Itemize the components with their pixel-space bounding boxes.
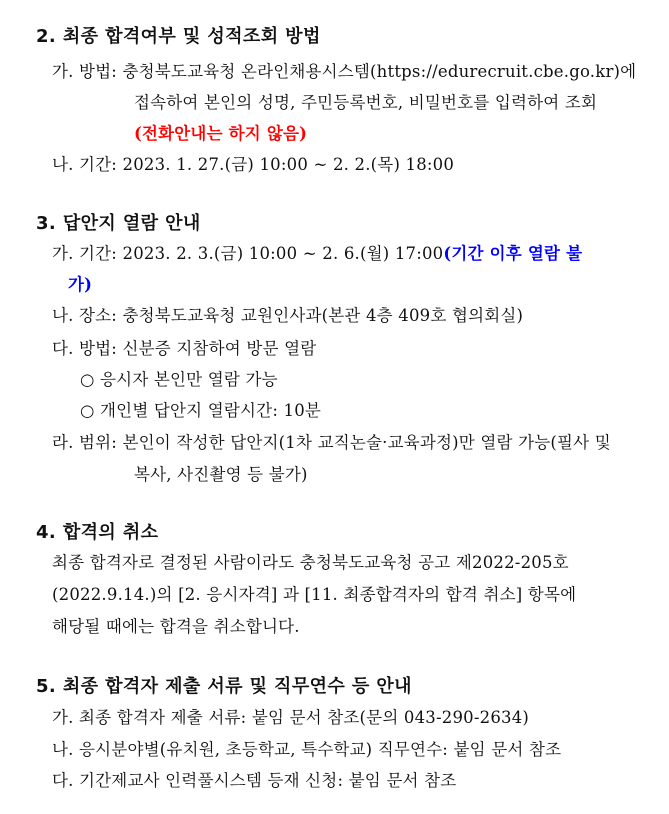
- section-3-item-c: 다. 방법: 신분증 지참하여 방문 열람: [52, 339, 317, 358]
- section-3-item-c-sub-1: ○ 응시자 본인만 열람 가능: [80, 370, 278, 389]
- section-2-item-a-line-1: 가. 방법: 충청북도교육청 온라인채용시스템(https://edurecruit.cbe.go.kr)에: [52, 62, 637, 81]
- section-3-item-a-line-1: [52, 243, 582, 265]
- section-3-period-note-cont: 가): [68, 275, 93, 294]
- section-5-heading: 5. 최종 합격자 제출 서류 및 직무연수 등 안내: [36, 676, 412, 697]
- section-3-item-d-line-2: 복사, 사진촬영 등 불가): [134, 465, 308, 484]
- section-3-period-note: (기간 이후 열람 불: [443, 244, 583, 263]
- section-3-item-b: 나. 장소: 충청북도교육청 교원인사과(본관 4층 409호 협의회실): [52, 306, 524, 325]
- section-2-no-phone-note: (전화안내는 하지 않음): [134, 124, 308, 143]
- section-3-item-c-sub-2: ○ 개인별 답안지 열람시간: 10분: [80, 401, 322, 420]
- section-5-item-a: 가. 최종 합격자 제출 서류: 붙임 문서 참조(문의 043-290-2634): [52, 708, 530, 727]
- section-2-item-a-line-2: 접속하여 본인의 성명, 주민등록번호, 비밀번호를 입력하여 조회: [134, 93, 598, 112]
- section-3-heading: 3. 답안지 열람 안내: [36, 213, 201, 234]
- section-3-period-text: 가. 기간: 2023. 2. 3.(금) 10:00 ~ 2. 6.(월) 17:00: [52, 244, 444, 263]
- section-5-item-b: 나. 응시분야별(유치원, 초등학교, 특수학교) 직무연수: 붙임 문서 참조: [52, 740, 562, 759]
- section-4-body-line-3: 해당될 때에는 합격을 취소합니다.: [52, 617, 300, 636]
- section-4-body-line-2: (2022.9.14.)의 [2. 응시자격] 과 [11. 최종합격자의 합격 취소] 항목에: [52, 585, 577, 604]
- section-4-body-line-1: 최종 합격자로 결정된 사람이라도 충청북도교육청 공고 제2022-205호: [52, 553, 569, 572]
- section-5-item-c: 다. 기간제교사 인력풀시스템 등재 신청: 붙임 문서 참조: [52, 771, 457, 790]
- section-4-heading: 4. 합격의 취소: [36, 522, 159, 543]
- section-2-item-b: 나. 기간: 2023. 1. 27.(금) 10:00 ~ 2. 2.(목) 18:00: [52, 155, 455, 174]
- section-2-heading: 2. 최종 합격여부 및 성적조회 방법: [36, 26, 321, 47]
- section-3-item-d-line-1: 라. 범위: 본인이 작성한 답안지(1차 교직논술·교육과정)만 열람 가능(필사 및: [52, 433, 611, 452]
